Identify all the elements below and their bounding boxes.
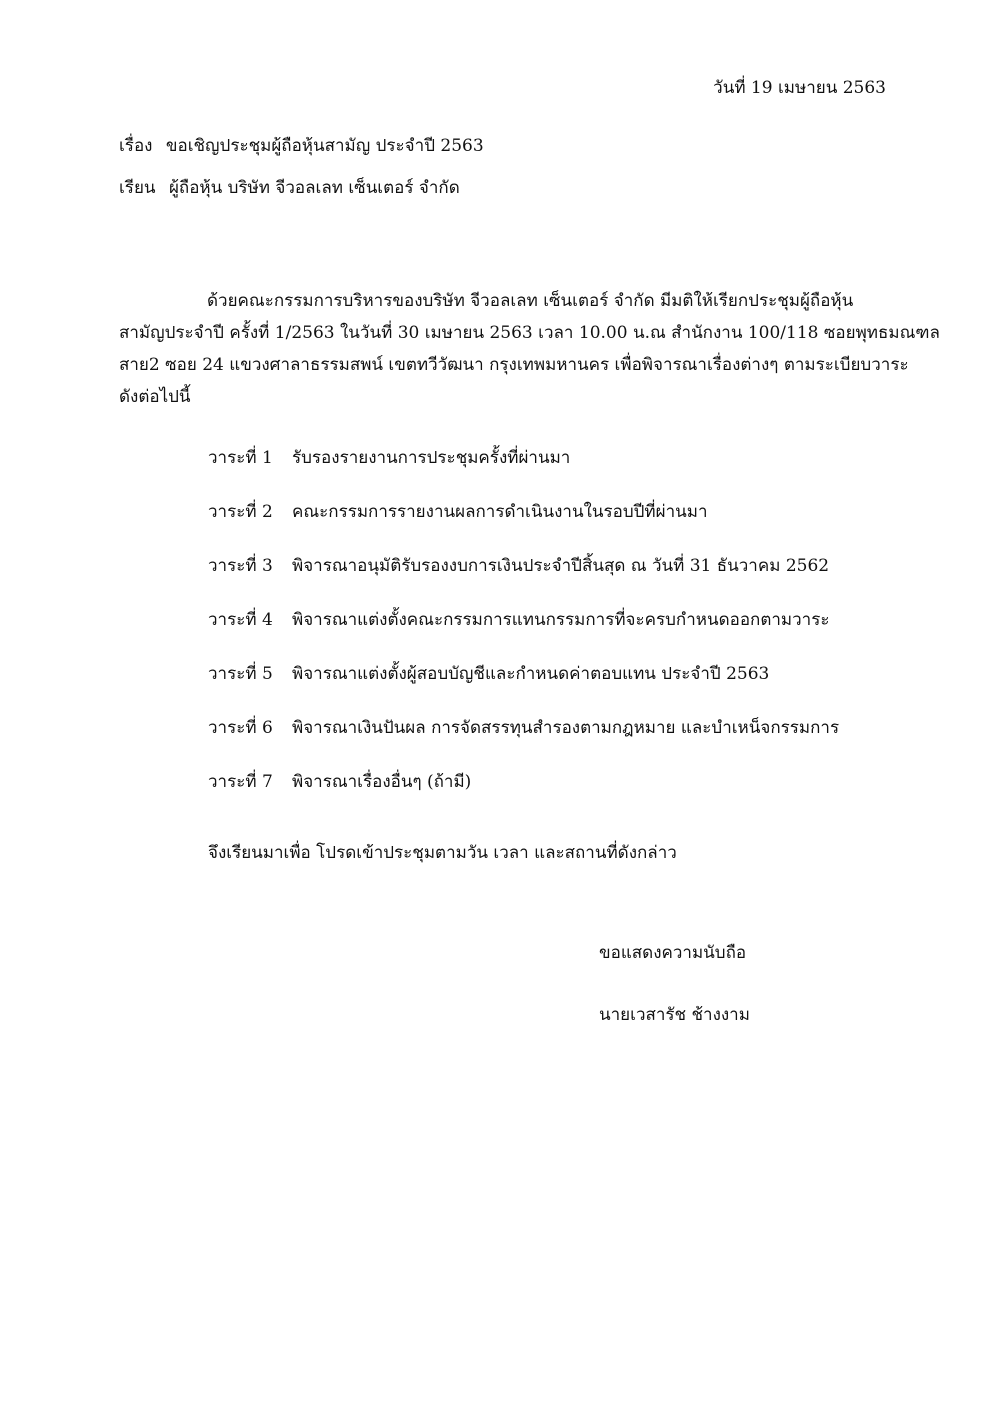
agenda-label: วาระที่ 2 xyxy=(208,502,273,522)
body-paragraph xyxy=(119,291,940,421)
agenda-item xyxy=(208,774,888,828)
agenda-label: วาระที่ 7 xyxy=(208,772,273,792)
agenda-label: วาระที่ 6 xyxy=(208,718,273,738)
agenda-item xyxy=(208,666,888,720)
agenda-item xyxy=(208,504,888,558)
body-line: สามัญประจำปี ครั้งที่ 1/2563 ในวันที่ 30 เมษายน 2563 เวลา 10.00 น.ณ สำนักงาน 100/118 ซอยพุทธมณฑล xyxy=(119,323,940,343)
recipient-text: ผู้ถือหุ้น บริษัท จีวอลเลท เซ็นเตอร์ จำกัด xyxy=(168,178,460,198)
subject-text: ขอเชิญประชุมผู้ถือหุ้นสามัญ ประจำปี 2563 xyxy=(165,136,484,156)
body-line: ดังต่อไปนี้ xyxy=(119,387,191,407)
letter-date: วันที่ 19 เมษายน 2563 xyxy=(713,78,886,98)
signer-name: นายเวสารัช ช้างงาม xyxy=(599,1005,750,1025)
agenda-text: พิจารณาแต่งตั้งคณะกรรมการแทนกรรมการที่จะครบกำหนดออกตามวาระ xyxy=(292,610,830,630)
agenda-text: พิจารณาอนุมัติรับรองงบการเงินประจำปีสิ้นสุด ณ วันที่ 31 ธันวาคม 2562 xyxy=(292,556,830,576)
agenda-text: พิจารณาแต่งตั้งผู้สอบบัญชีและกำหนดค่าตอบแทน ประจำปี 2563 xyxy=(292,664,770,684)
subject-line xyxy=(119,138,484,155)
subject-label: เรื่อง xyxy=(119,136,153,156)
agenda-text: พิจารณาเรื่องอื่นๆ (ถ้ามี) xyxy=(292,772,472,792)
agenda-text: รับรองรายงานการประชุมครั้งที่ผ่านมา xyxy=(292,448,571,468)
agenda-text: คณะกรรมการรายงานผลการดำเนินงานในรอบปีที่ผ่านมา xyxy=(292,502,708,522)
agenda-item xyxy=(208,720,888,774)
closing-sentence: จึงเรียนมาเพื่อ โปรดเข้าประชุมตามวัน เวลา และสถานที่ดังกล่าว xyxy=(208,843,677,863)
recipient-line xyxy=(119,180,460,197)
complimentary-close: ขอแสดงความนับถือ xyxy=(599,943,747,963)
agenda-label: วาระที่ 5 xyxy=(208,664,273,684)
agenda-label: วาระที่ 3 xyxy=(208,556,273,576)
agenda-text: พิจารณาเงินปันผล การจัดสรรทุนสำรองตามกฎหมาย และบำเหน็จกรรมการ xyxy=(292,718,840,738)
agenda-item xyxy=(208,612,888,666)
agenda-item xyxy=(208,558,888,612)
agenda-label: วาระที่ 1 xyxy=(208,448,273,468)
body-line: ด้วยคณะกรรมการบริหารของบริษัท จีวอลเลท เซ็นเตอร์ จำกัด มีมติให้เรียกประชุมผู้ถือหุ้น xyxy=(207,291,854,311)
agenda-list xyxy=(208,450,888,828)
body-line: สาย2 ซอย 24 แขวงศาลาธรรมสพน์ เขตทวีวัฒนา กรุงเทพมหานคร เพื่อพิจารณาเรื่องต่างๆ ตามระเบียบวาระ xyxy=(119,355,909,375)
agenda-label: วาระที่ 4 xyxy=(208,610,273,630)
recipient-label: เรียน xyxy=(119,178,156,198)
agenda-item xyxy=(208,450,888,504)
